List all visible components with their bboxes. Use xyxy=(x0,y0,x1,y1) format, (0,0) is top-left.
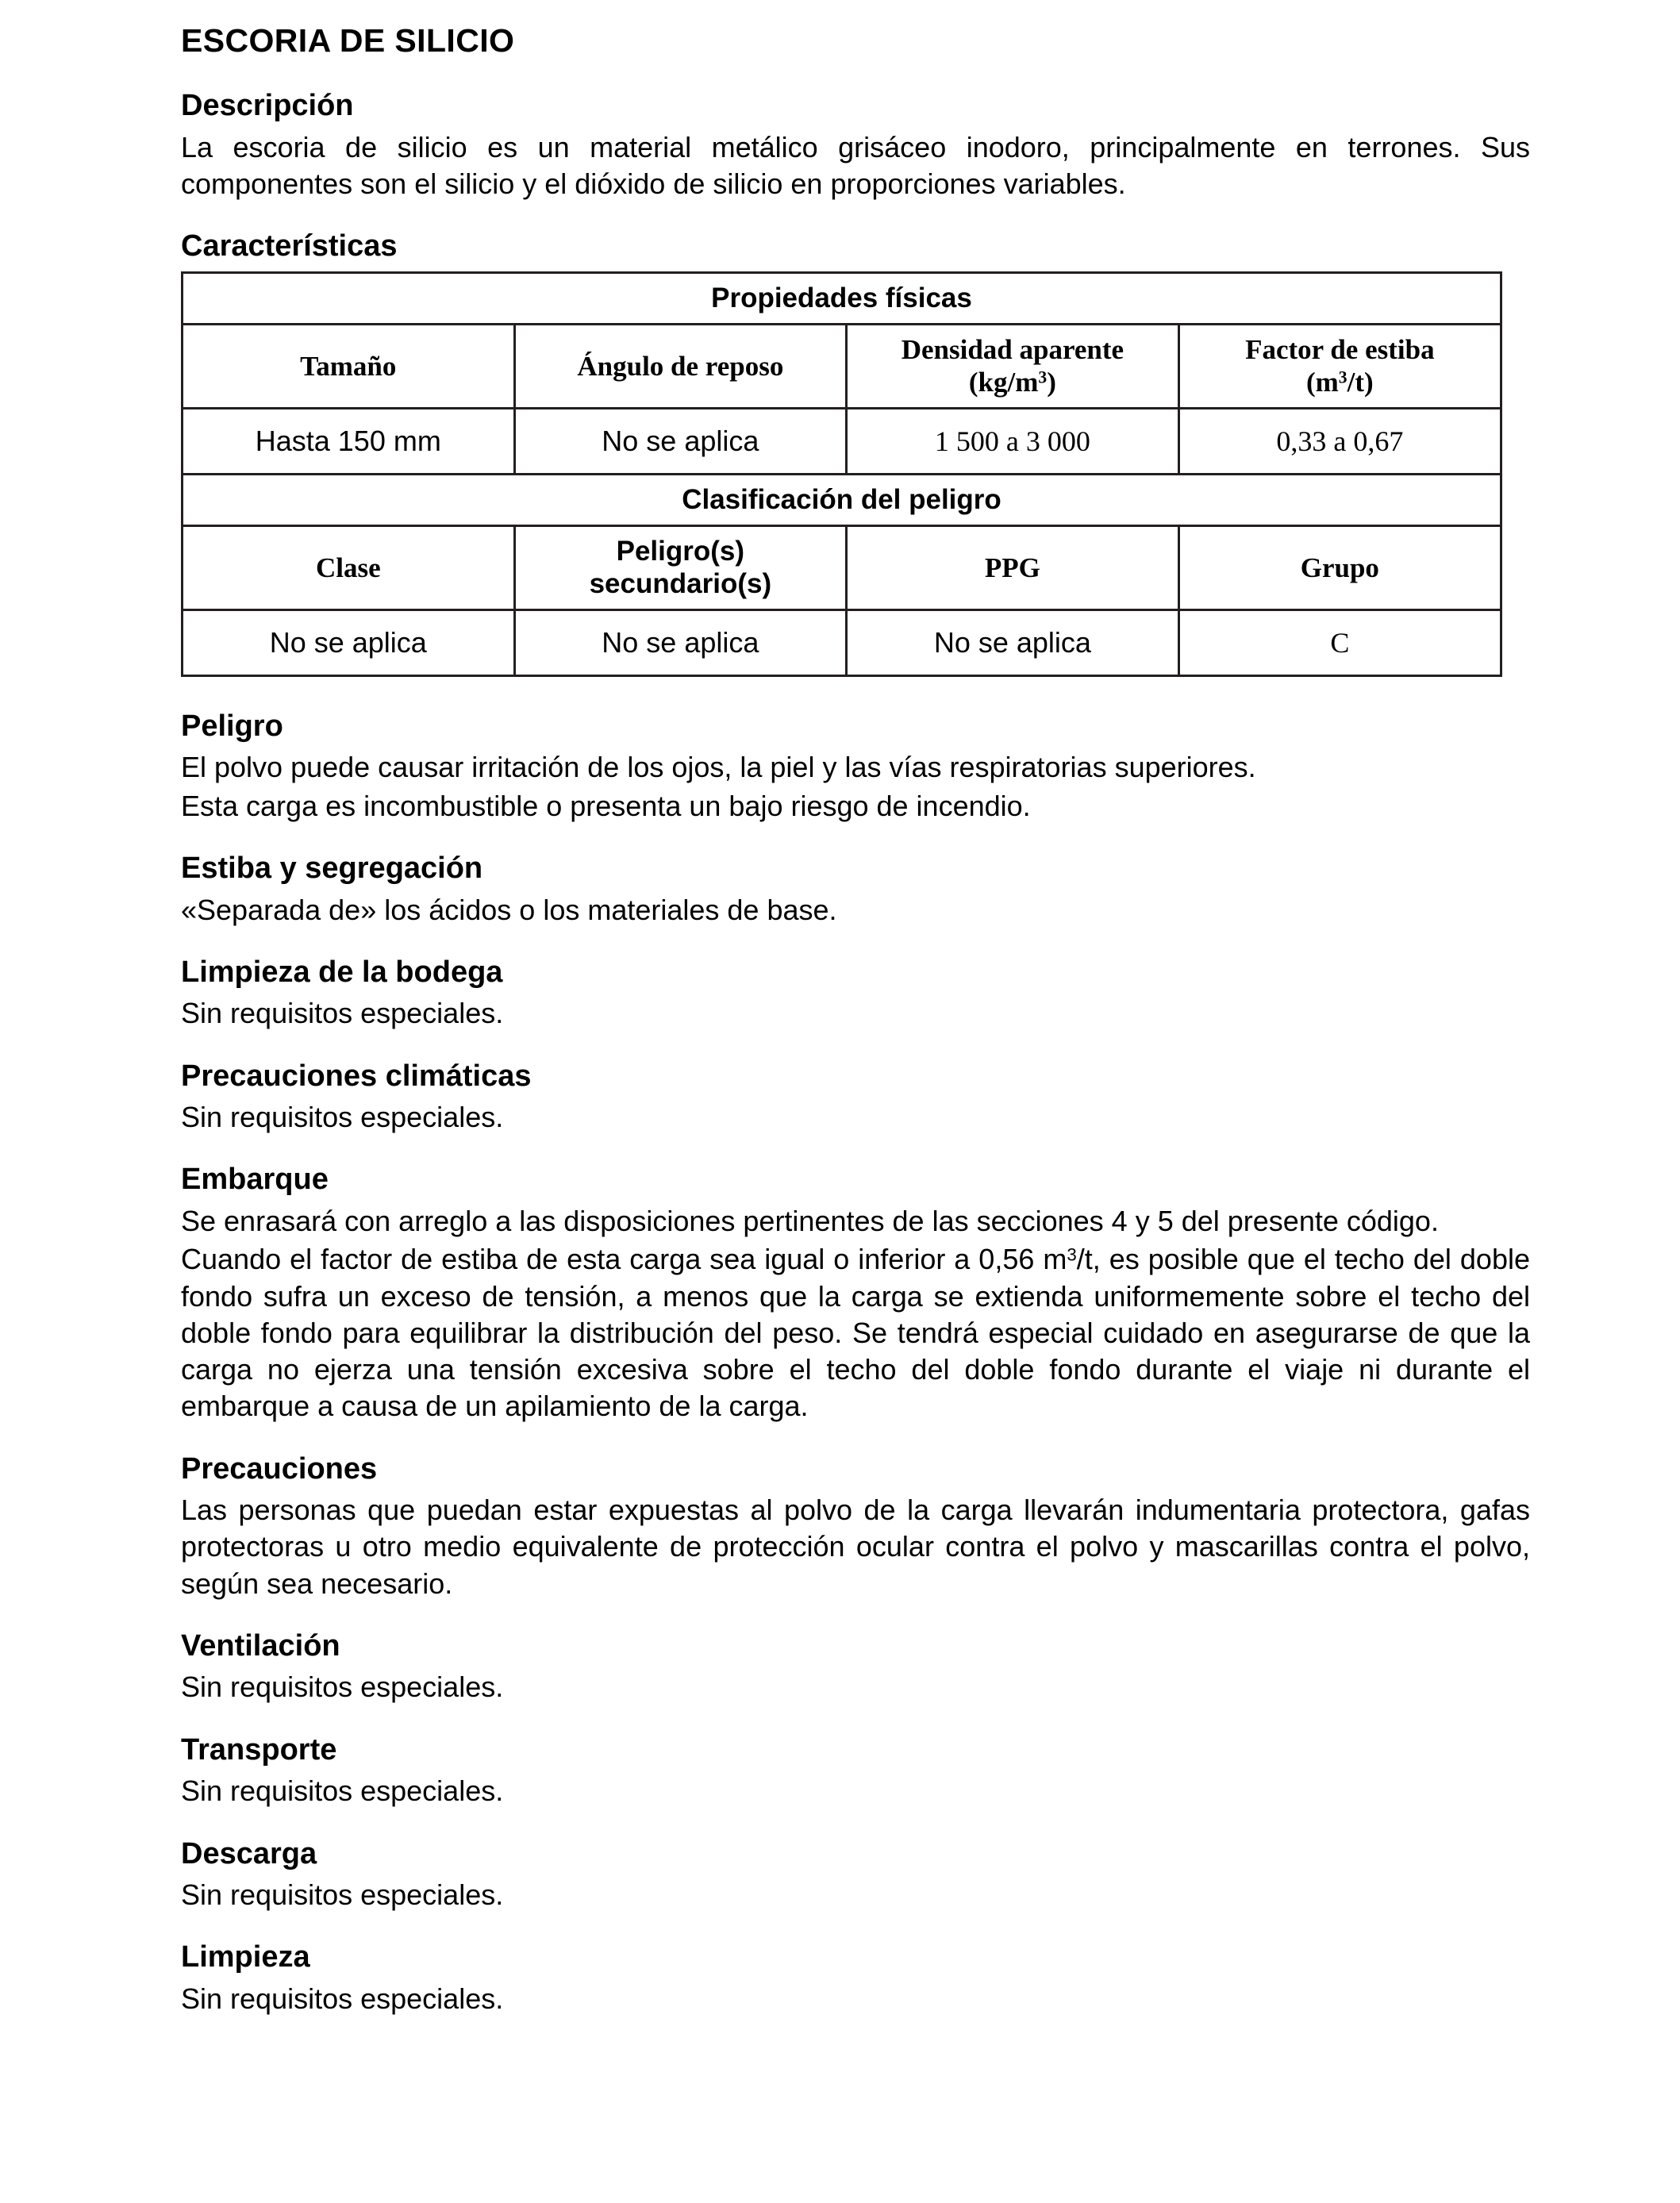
heading-transporte: Transporte xyxy=(181,1732,337,1767)
header-factor-estiba xyxy=(1178,324,1501,408)
value-densidad-aparente: 1 500 a 3 000 xyxy=(847,408,1179,474)
section-precauciones-climaticas xyxy=(181,1059,1530,1136)
value-factor-estiba: 0,33 a 0,67 xyxy=(1178,408,1501,474)
header-densidad-unit-post: ) xyxy=(1047,367,1056,398)
page-title: ESCORIA DE SILICIO xyxy=(181,22,515,59)
document-page xyxy=(181,22,1530,2043)
band-clasificacion-peligro: Clasificación del peligro xyxy=(183,474,1501,525)
header-peligros-line2: secundario(s) xyxy=(589,568,772,600)
table-row-band-hazard xyxy=(183,474,1501,525)
heading-estiba-segregacion: Estiba y segregación xyxy=(181,851,483,885)
characteristics-table xyxy=(181,271,1502,677)
heading-limpieza: Limpieza xyxy=(181,1940,310,1974)
section-precauciones xyxy=(181,1451,1530,1602)
header-clase: Clase xyxy=(183,525,515,609)
paragraph-descarga: Sin requisitos especiales. xyxy=(181,1878,504,1912)
paragraph-peligro-1: El polvo puede causar irritación de los ojos, la piel y las vías respiratorias superiores. xyxy=(181,751,1256,784)
header-estiba-label: Factor de estiba xyxy=(1245,334,1435,366)
paragraph-peligro-2: Esta carga es incombustible o presenta un bajo riesgo de incendio. xyxy=(181,789,1031,822)
paragraph-embarque-1: Se enrasará con arreglo a las disposiciones pertinentes de las secciones 4 y 5 del presente código. xyxy=(181,1205,1439,1238)
header-estiba-unit-pre: (m xyxy=(1305,367,1339,398)
paragraph-ventilacion: Sin requisitos especiales. xyxy=(181,1671,504,1704)
header-densidad-label: Densidad aparente xyxy=(901,334,1124,366)
heading-limpieza-bodega: Limpieza de la bodega xyxy=(181,955,503,989)
header-estiba-unit-post: /t) xyxy=(1347,367,1374,398)
table-row-physical-headers xyxy=(183,324,1501,408)
embarque-text-pre: Cuando el factor de estiba de esta carga sea igual o inferior a 0,56 m xyxy=(181,1243,1067,1276)
header-densidad-unit-exponent: 3 xyxy=(1038,367,1048,387)
section-embarque xyxy=(181,1162,1530,1424)
header-angulo-reposo: Ángulo de reposo xyxy=(514,324,847,408)
section-ventilacion xyxy=(181,1628,1530,1706)
value-clase: No se aplica xyxy=(183,609,515,675)
paragraph-precauciones-climaticas: Sin requisitos especiales. xyxy=(181,1101,504,1134)
heading-ventilacion: Ventilación xyxy=(181,1628,340,1663)
section-limpieza-bodega xyxy=(181,955,1530,1032)
header-peligros-line1: Peligro(s) xyxy=(616,536,745,567)
paragraph-embarque-2 xyxy=(181,1241,1530,1424)
section-limpieza xyxy=(181,1940,1530,2017)
section-caracteristicas xyxy=(181,229,1530,677)
header-tamano: Tamaño xyxy=(183,324,515,408)
heading-precauciones-climaticas: Precauciones climáticas xyxy=(181,1059,532,1093)
value-peligros-secundarios: No se aplica xyxy=(514,609,847,675)
paragraph-limpieza: Sin requisitos especiales. xyxy=(181,1982,504,2016)
value-angulo-reposo: No se aplica xyxy=(514,408,847,474)
section-estiba-segregacion xyxy=(181,851,1530,928)
heading-precauciones: Precauciones xyxy=(181,1451,378,1486)
value-tamano: Hasta 150 mm xyxy=(183,408,515,474)
table-row-band-physical xyxy=(183,272,1501,324)
section-peligro xyxy=(181,709,1530,825)
table-row-hazard-values xyxy=(183,609,1501,675)
header-grupo: Grupo xyxy=(1178,525,1501,609)
heading-descarga: Descarga xyxy=(181,1836,317,1870)
heading-caracteristicas: Características xyxy=(181,229,398,263)
section-descripcion xyxy=(181,88,1530,202)
paragraph-limpieza-bodega: Sin requisitos especiales. xyxy=(181,997,504,1030)
embarque-exponent: 3 xyxy=(1067,1244,1077,1265)
table-row-physical-values xyxy=(183,408,1501,474)
header-densidad-unit-pre: (kg/m xyxy=(968,367,1039,398)
heading-descripcion: Descripción xyxy=(181,89,354,123)
section-descarga xyxy=(181,1836,1530,1914)
heading-embarque: Embarque xyxy=(181,1163,329,1197)
header-estiba-unit-exponent: 3 xyxy=(1338,367,1347,387)
paragraph-precauciones: Las personas que puedan estar expuestas al polvo de la carga llevarán indumentaria protectora, gafas protectoras u otro medio equivalente de protección ocular contra el polvo y mascarillas contra el polvo, según sea necesario. xyxy=(181,1494,1530,1600)
band-propiedades-fisicas: Propiedades físicas xyxy=(183,272,1501,324)
paragraph-descripcion: La escoria de silicio es un material metálico grisáceo inodoro, principalmente en terrones. Sus componentes son el silicio y el dióxido de silicio en proporciones variables. xyxy=(181,130,1530,200)
table-row-hazard-headers xyxy=(183,525,1501,609)
embarque-text-post: /t, es posible que el techo del doble fondo sufra un exceso de tensión, a menos que la carga se extienda uniformemente sobre el techo del doble fondo para equilibrar la distribución del peso. Se tendrá especial cuidado en asegurarse de que la carga no ejerza una tensión excesiva sobre el techo del doble fondo durante el viaje ni durante el embarque a causa de un apilamiento de la carga. xyxy=(181,1243,1530,1423)
paragraph-estiba-segregacion: «Separada de» los ácidos o los materiales de base. xyxy=(181,893,837,926)
paragraph-transporte: Sin requisitos especiales. xyxy=(181,1774,504,1808)
value-ppg: No se aplica xyxy=(847,609,1179,675)
header-densidad-aparente xyxy=(847,324,1179,408)
header-ppg: PPG xyxy=(847,525,1179,609)
value-grupo: C xyxy=(1178,609,1501,675)
header-peligros-secundarios xyxy=(514,525,847,609)
heading-peligro: Peligro xyxy=(181,709,283,743)
section-transporte xyxy=(181,1732,1530,1810)
